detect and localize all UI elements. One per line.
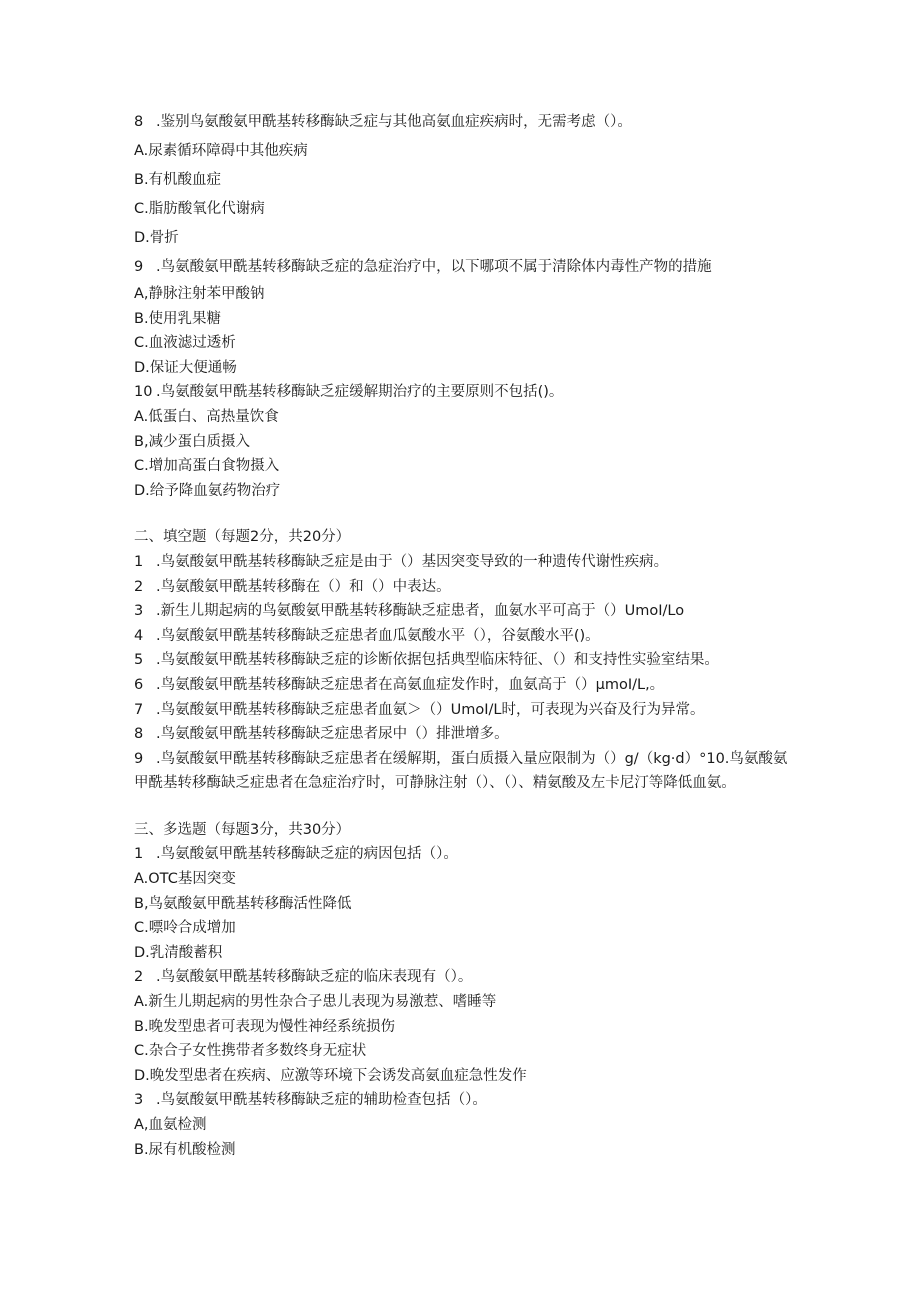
fill-blank-item: 7 .鸟氨酸氨甲酰基转移酶缺乏症患者血氨＞（）UmoI/L时，可表现为兴奋及行为异常。 bbox=[134, 701, 705, 718]
section-heading-multiple-choice: 三、多选题（每题3分，共30分） bbox=[134, 821, 351, 838]
option-c: C.增加高蛋白食物摄入 bbox=[134, 458, 280, 475]
option-d: D.骨折 bbox=[134, 230, 179, 246]
option-c: C.嘌呤合成增加 bbox=[134, 920, 236, 937]
fill-blank-list bbox=[134, 550, 794, 796]
mc-question-2 bbox=[134, 965, 794, 1088]
option-d: D.乳清酸蓄积 bbox=[134, 944, 223, 961]
question-stem: 9 .鸟氨酸氨甲酰基转移酶缺乏症的急症治疗中，以下哪项不属于清除体内毒性产物的措施 bbox=[134, 259, 712, 275]
option-b: B.尿有机酸检测 bbox=[134, 1141, 236, 1158]
question-10 bbox=[134, 380, 794, 503]
question-stem: 8 .鉴别鸟氨酸氨甲酰基转移酶缺乏症与其他高氨血症疾病时，无需考虑（）。 bbox=[134, 114, 632, 130]
fill-blank-item: 3 .新生儿期起病的鸟氨酸氨甲酰基转移酶缺乏症患者，血氨水平可高于（）UmoI/Lo bbox=[134, 603, 685, 620]
option-a: A,血氨检测 bbox=[134, 1117, 207, 1133]
fill-blank-item: 2 .鸟氨酸氨甲酰基转移酶在（）和（）中表达。 bbox=[134, 578, 451, 595]
question-stem: 2 .鸟氨酸氨甲酰基转移酶缺乏症的临床表现有（）。 bbox=[134, 969, 473, 986]
option-a: A.低蛋白、高热量饮食 bbox=[134, 408, 279, 425]
question-8 bbox=[134, 108, 794, 253]
question-stem: 10 .鸟氨酸氨甲酰基转移酶缺乏症缓解期治疗的主要原则不包括()。 bbox=[134, 384, 564, 401]
option-d: D.保证大便通畅 bbox=[134, 359, 237, 376]
option-b: B.有机酸血症 bbox=[134, 172, 222, 188]
option-b: B.使用乳果糖 bbox=[134, 310, 222, 327]
fill-blank-item: 8 .鸟氨酸氨甲酰基转移酶缺乏症患者尿中（）排泄增多。 bbox=[134, 726, 509, 743]
fill-blank-item: 1 .鸟氨酸氨甲酰基转移酶缺乏症是由于（）基因突变导致的一种遗传代谢性疾病。 bbox=[134, 553, 669, 570]
option-b: B,减少蛋白质摄入 bbox=[134, 433, 251, 450]
option-c: C.脂肪酸氧化代谢病 bbox=[134, 201, 265, 217]
fill-blank-item: 9 .鸟氨酸氨甲酰基转移酶缺乏症患者在缓解期，蛋白质摄入量应限制为（）g/（kg·d）°10.鸟氨酸氨甲酰基转移酶缺乏症患者在急症治疗时，可静脉注射（）、（）、精氨酸及左卡尼汀等降低血氨。 bbox=[134, 750, 788, 792]
mc-question-3 bbox=[134, 1088, 794, 1162]
option-d: D.给予降血氨药物治疗 bbox=[134, 482, 281, 499]
option-a: A,静脉注射苯甲酸钠 bbox=[134, 286, 265, 302]
question-stem: 3 .鸟氨酸氨甲酰基转移酶缺乏症的辅助检查包括（）。 bbox=[134, 1092, 487, 1109]
option-c: C.杂合子女性携带者多数终身无症状 bbox=[134, 1043, 367, 1060]
question-stem: 1 .鸟氨酸氨甲酰基转移酶缺乏症的病因包括（）。 bbox=[134, 846, 458, 863]
option-a: A.新生儿期起病的男性杂合子患儿表现为易激惹、嗜睡等 bbox=[134, 994, 497, 1011]
fill-blank-item: 6 .鸟氨酸氨甲酰基转移酶缺乏症患者在高氨血症发作时，血氨高于（）μmoI/L,。 bbox=[134, 676, 665, 693]
question-9 bbox=[134, 253, 794, 380]
section-heading-fill-blank: 二、填空题（每题2分，共20分） bbox=[134, 529, 351, 546]
fill-blank-item: 5 .鸟氨酸氨甲酰基转移酶缺乏症的诊断依据包括典型临床特征、（）和支持性实验室结果。 bbox=[134, 652, 719, 669]
option-b: B.晚发型患者可表现为慢性神经系统损伤 bbox=[134, 1018, 396, 1035]
document-page bbox=[134, 108, 794, 1162]
option-b: B,鸟氨酸氨甲酰基转移酶活性降低 bbox=[134, 895, 352, 912]
option-d: D.晚发型患者在疾病、应激等环境下会诱发高氨血症急性发作 bbox=[134, 1067, 527, 1084]
option-c: C.血液滤过透析 bbox=[134, 335, 236, 352]
mc-question-1 bbox=[134, 842, 794, 965]
option-a: A.尿素循环障碍中其他疾病 bbox=[134, 143, 308, 159]
option-a: A.OTC基因突变 bbox=[134, 871, 236, 888]
fill-blank-item: 4 .鸟氨酸氨甲酰基转移酶缺乏症患者血瓜氨酸水平（），谷氨酸水平()。 bbox=[134, 627, 600, 644]
